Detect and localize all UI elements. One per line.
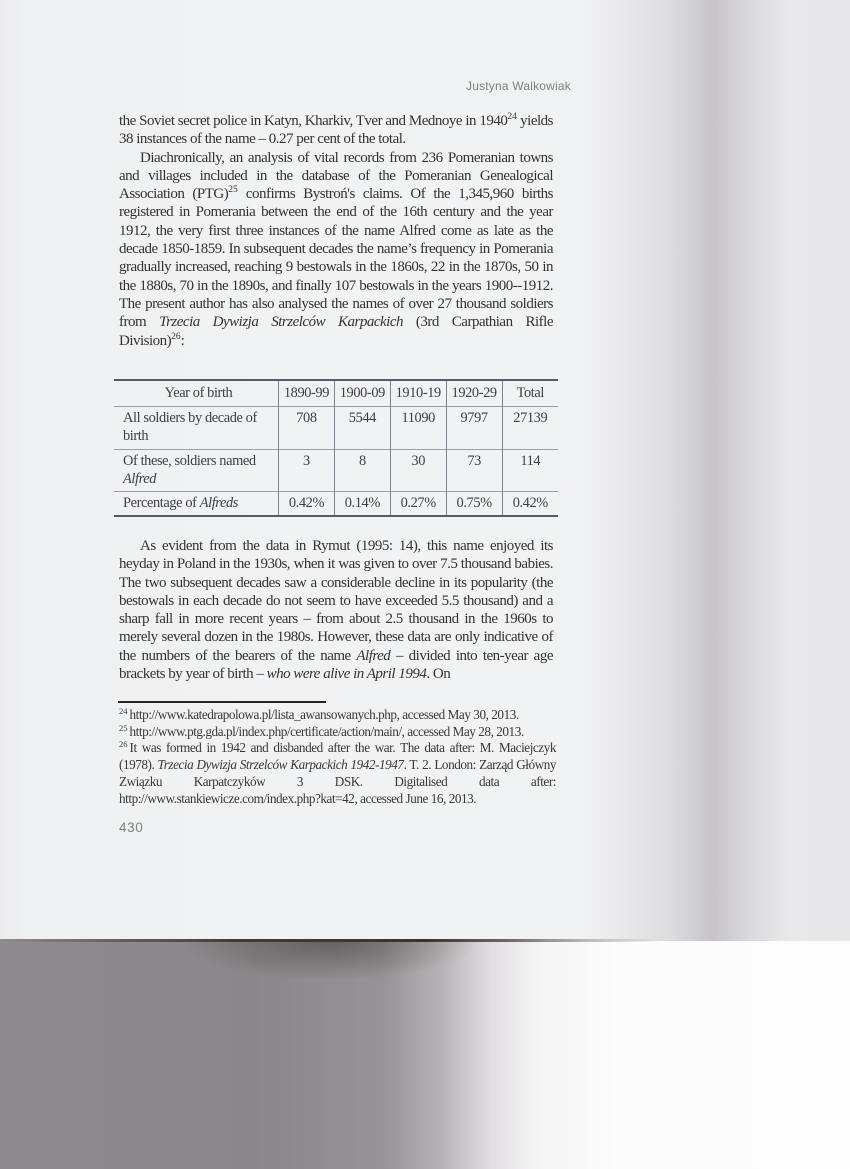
table-cell: 3 [279, 449, 335, 491]
table-cell: 11090 [390, 407, 446, 449]
table-cell: 0.42% [279, 492, 335, 517]
column-header: 1900-09 [334, 380, 390, 407]
footnotes-block [119, 707, 556, 807]
table-cell: 0.75% [446, 492, 502, 517]
footnote: $^{26}$ It was formed in 1942 and disbanded after the war. The data after: M. Maciejczyk (1978). Trzecia Dywizja Strzelców Karpackich 1942-1947. T. 2. London: Zarząd Główny Związku Karpatczyków 3 DSK. Digitalised data after: http://www.stankiewicze.com/index.php?kat=42, accessed June 16, 2013. [119, 739, 557, 806]
scanner-background [0, 942, 850, 1169]
footnote: $^{25}$ http://www.ptg.gda.pl/index.php/certificate/action/main/, accessed May 28, 2013. [119, 722, 524, 739]
column-header: Total [502, 380, 558, 407]
running-head-author: Justyna Walkowiak [466, 79, 571, 93]
table-cell: 0.14% [334, 492, 390, 517]
table-row [114, 492, 558, 517]
footnote-number: 24 [119, 706, 128, 716]
footnote: $^{24}$ http://www.katedrapolowa.pl/lista_awansowanych.php, accessed May 30, 2013. [119, 706, 519, 722]
body-text-upper [119, 112, 553, 350]
row-label: All soldiers by decade of birth [114, 407, 279, 449]
row-label: Percentage of Alfreds [114, 492, 279, 517]
table-cell: 9797 [446, 407, 502, 449]
paragraph-diachronic-analysis: Diachronically, an analysis of vital records from 236 Pomeranian towns and villages included in the database of the Pomeranian Genealogical Association (PTG)$^{25}$ confirms Bystroń's claims. Of the 1,345,960 births registered in Pomerania between the end of the 16th century and the year 1912, the very first three instances of the name Alfred come as late as the decade 1850-1859. In subsequent decades the name’s frequency in Pomerania gradually increased, reaching 9 bestowals in the 1860s, 22 in the 1870s, 50 in the 1880s, 70 in the 1890s, and finally 107 bestowals in the years 1900--1912. The present author has also analysed the names of over 27 thousand soldiers from Trzecia Dywizja Strzelców Karpackich (3rd Carpathian Rifle Division)$^{26}$: [119, 149, 553, 349]
table-row [114, 407, 558, 449]
column-header: Year of birth [114, 380, 279, 407]
table-cell: 27139 [502, 407, 558, 449]
footnote-number: 25 [119, 722, 128, 733]
paragraph-rymut-data: As evident from the data in Rymut (1995: 14), this name enjoyed its heyday in Poland in the 1930s, when it was given to over 7.5 thousand babies. The two subsequent decades saw a considerable decline in its popularity (the bestowals in each decade do not seem to have exceeded 5.5 thousand) and a sharp fall in more recent years – from about 2.5 thousand in the 1960s to merely several dozen in the 1980s. However, these data are only indicative of the numbers of the bearers of the name Alfred – divided into ten-year age brackets by year of birth – who were alive in April 1994. On [119, 538, 553, 683]
column-header: 1890-99 [279, 380, 335, 407]
table-cell: 5544 [334, 407, 390, 449]
table-cell: 708 [279, 407, 335, 449]
alfred-statistics-table [114, 379, 558, 517]
footnote-separator-rule [118, 701, 326, 703]
body-text-lower [119, 537, 553, 683]
row-label: Of these, soldiers named Alfred [114, 449, 279, 491]
table-row [114, 449, 558, 491]
table-cell: 8 [334, 449, 390, 491]
footnote-number: 26 [119, 739, 128, 750]
column-header: 1910-19 [390, 380, 446, 407]
page-number: 430 [119, 820, 144, 835]
table-cell: 0.27% [390, 492, 446, 517]
table-cell: 30 [390, 449, 446, 491]
paragraph-continuation: the Soviet secret police in Katyn, Kharkiv, Tver and Mednoye in 1940$^{24}$ yields 38 instances of the name – 0.27 per cent of the total. [119, 112, 553, 148]
table-body [114, 407, 558, 517]
table-header [114, 380, 558, 407]
table-cell: 0.42% [502, 492, 558, 517]
column-header: 1920-29 [446, 380, 502, 407]
table-cell: 114 [502, 449, 558, 491]
table-cell: 73 [446, 449, 502, 491]
